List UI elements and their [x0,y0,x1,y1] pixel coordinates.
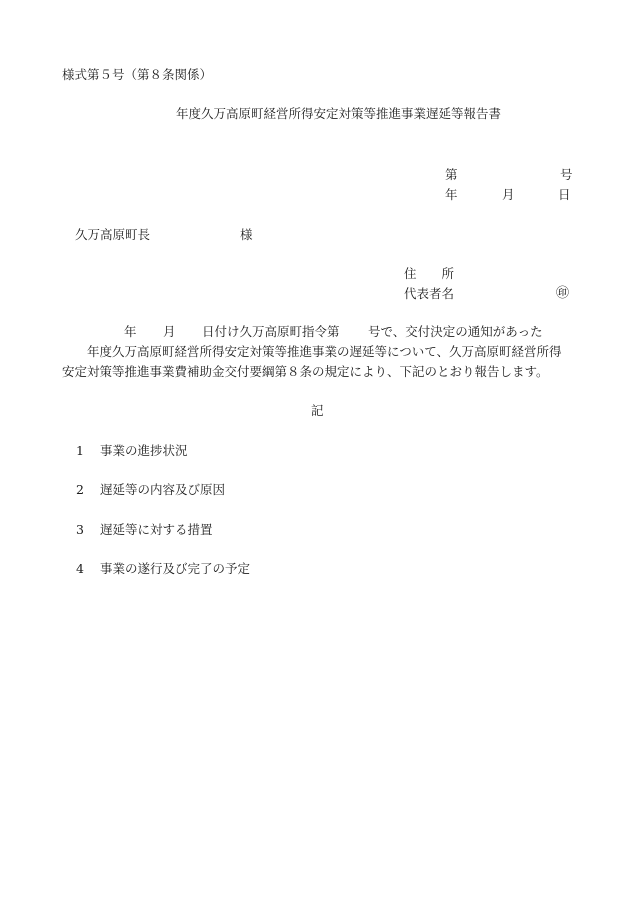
doc-number-go: 号 [560,167,573,182]
item-1-number: 1 [76,443,84,458]
form-number: 様式第５号（第８条関係） [62,67,213,82]
body-line2: 年度久万高原町経営所得安定対策等推進事業の遅延等について、久万高原町経営所得 [87,344,562,359]
item-2-number: 2 [76,482,84,497]
date-year: 年 [445,187,458,202]
body-line3: 安定対策等推進事業費補助金交付要綱第８条の規定により、下記のとおり報告します。 [62,364,549,379]
item-3-text: 遅延等に対する措置 [100,522,213,537]
body-line1-rest: 日付け久万高原町指令第 [202,324,340,339]
date-day: 日 [558,187,571,202]
body-line1-month: 月 [163,324,176,339]
item-3-number: 3 [76,522,84,537]
seal-mark: ㊞ [556,286,570,301]
ki-heading: 記 [311,403,324,418]
doc-number-dai: 第 [445,167,458,182]
addressee-honorific: 様 [240,227,253,242]
item-1-text: 事業の進捗状況 [100,443,188,458]
item-4-number: 4 [76,561,84,576]
date-month: 月 [502,187,515,202]
item-2-text: 遅延等の内容及び原因 [100,482,226,497]
body-line1-go: 号で、交付決定の通知があった [368,324,543,339]
address-label: 住 所 [404,266,455,281]
item-4-text: 事業の遂行及び完了の予定 [100,561,251,576]
document-title: 年度久万高原町経営所得安定対策等推進事業遅延等報告書 [176,106,502,121]
body-line1-year: 年 [124,324,137,339]
representative-label: 代表者名 [404,286,455,301]
addressee-name: 久万高原町長 [75,227,151,242]
